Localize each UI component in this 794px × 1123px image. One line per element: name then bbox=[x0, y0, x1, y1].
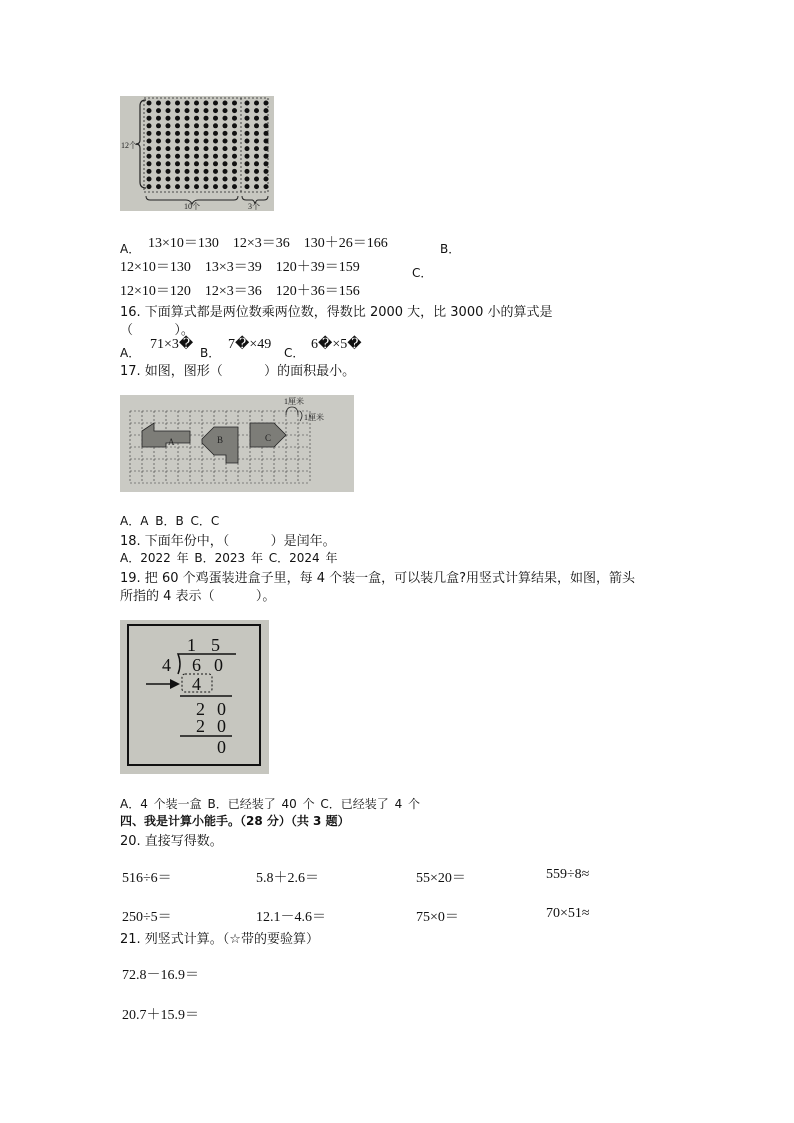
dot bbox=[254, 139, 259, 144]
section4-title: 四、我是计算小能手。（28 分）（共 3 题） bbox=[120, 814, 350, 828]
dot bbox=[254, 161, 259, 166]
dot bbox=[254, 169, 259, 174]
dot bbox=[185, 101, 190, 106]
dot bbox=[232, 146, 237, 151]
dot bbox=[254, 131, 259, 136]
dot bbox=[232, 177, 237, 182]
dot bbox=[223, 131, 228, 136]
q16-option-a-expr: 71×3� bbox=[150, 337, 194, 352]
dot bbox=[156, 139, 161, 144]
long-division-svg bbox=[120, 620, 269, 774]
dot bbox=[223, 116, 228, 121]
dot bbox=[185, 123, 190, 128]
dot bbox=[156, 101, 161, 106]
unit-top-label: 1厘米 bbox=[284, 397, 304, 406]
dot bbox=[223, 184, 228, 189]
dot bbox=[185, 184, 190, 189]
dot bbox=[204, 123, 209, 128]
dot bbox=[223, 161, 228, 166]
dot bbox=[194, 108, 199, 113]
dot bbox=[166, 184, 171, 189]
q20-item-1: 516÷6＝ bbox=[122, 871, 172, 886]
step2-digit-1: 2 bbox=[196, 699, 205, 719]
dot bbox=[245, 184, 250, 189]
dot bbox=[175, 101, 180, 106]
dot bbox=[264, 169, 269, 174]
shape-a-label: A bbox=[168, 437, 175, 447]
dot bbox=[194, 161, 199, 166]
dot bbox=[166, 116, 171, 121]
dot bbox=[156, 177, 161, 182]
dot bbox=[264, 177, 269, 182]
dot bbox=[232, 131, 237, 136]
dot bbox=[194, 146, 199, 151]
dot bbox=[264, 154, 269, 159]
dot bbox=[245, 169, 250, 174]
dot bbox=[185, 154, 190, 159]
quotient-digit-1: 1 bbox=[187, 635, 196, 655]
q16-option-b-expr: 7�×49 bbox=[228, 337, 272, 352]
dot bbox=[204, 169, 209, 174]
q19-stem-line2: 所指的 4 表示（ ）。 bbox=[120, 589, 276, 604]
dot bbox=[166, 146, 171, 151]
dot bbox=[194, 169, 199, 174]
q21-stem: 21. 列竖式计算。（☆带的要验算） bbox=[120, 932, 319, 947]
dot bbox=[264, 116, 269, 121]
divisor: 4 bbox=[162, 655, 171, 675]
q16-option-c-expr: 6�×5� bbox=[311, 337, 362, 352]
q20-item-2: 5.8＋2.6＝ bbox=[256, 871, 319, 886]
dot bbox=[232, 116, 237, 121]
dot bbox=[204, 116, 209, 121]
q17-options: A．A B．B C．C bbox=[120, 514, 220, 528]
q20-stem: 20. 直接写得数。 bbox=[120, 834, 223, 849]
dot bbox=[245, 108, 250, 113]
q17-stem: 17. 如图，图形（ ）的面积最小。 bbox=[120, 364, 356, 379]
q20-item-7: 75×0＝ bbox=[416, 910, 459, 925]
dot bbox=[166, 154, 171, 159]
dot bbox=[245, 161, 250, 166]
dot bbox=[156, 116, 161, 121]
q19-stem-line1: 19. 把 60 个鸡蛋装进盒子里，每 4 个装一盒，可以装几盒?用竖式计算结果，如图，箭头 bbox=[120, 571, 636, 586]
q15-option-c-label: C． bbox=[412, 266, 433, 280]
q20-item-6: 12.1－4.6＝ bbox=[256, 910, 326, 925]
dot bbox=[223, 154, 228, 159]
cols-label-left: 10个 bbox=[184, 202, 200, 211]
dot bbox=[264, 131, 269, 136]
dot bbox=[264, 161, 269, 166]
dot bbox=[254, 101, 259, 106]
dot bbox=[254, 108, 259, 113]
dot bbox=[264, 146, 269, 151]
dot bbox=[175, 116, 180, 121]
dot bbox=[185, 177, 190, 182]
dot bbox=[264, 139, 269, 144]
dot bbox=[213, 123, 218, 128]
dot bbox=[204, 108, 209, 113]
q16-stem-line1: 16. 下面算式都是两位数乘两位数，得数比 2000 大，比 3000 小的算式是 bbox=[120, 305, 553, 320]
dot bbox=[147, 184, 152, 189]
dot bbox=[194, 154, 199, 159]
dot bbox=[213, 161, 218, 166]
dot bbox=[147, 146, 152, 151]
dot bbox=[245, 177, 250, 182]
dot bbox=[264, 108, 269, 113]
q20-item-4: 559÷8≈ bbox=[546, 867, 590, 882]
dot bbox=[232, 184, 237, 189]
dot bbox=[194, 131, 199, 136]
dot bbox=[204, 146, 209, 151]
grid-shapes-figure bbox=[120, 395, 354, 492]
dot bbox=[147, 116, 152, 121]
dot bbox=[147, 154, 152, 159]
q15-option-a-expr: 13×10＝130 12×3＝36 130＋26＝166 bbox=[148, 236, 388, 251]
dot bbox=[166, 177, 171, 182]
q18-options: A．2022 年 B．2023 年 C．2024 年 bbox=[120, 551, 338, 565]
dot bbox=[185, 116, 190, 121]
dot bbox=[223, 123, 228, 128]
dot bbox=[213, 101, 218, 106]
q16-option-a-label: A． bbox=[120, 346, 141, 360]
dot bbox=[204, 184, 209, 189]
dot bbox=[245, 131, 250, 136]
shape-c-label: C bbox=[265, 433, 272, 443]
dot bbox=[264, 101, 269, 106]
dot bbox=[166, 169, 171, 174]
dot bbox=[213, 154, 218, 159]
dot bbox=[213, 169, 218, 174]
dot bbox=[213, 108, 218, 113]
dot bbox=[204, 139, 209, 144]
dot bbox=[213, 116, 218, 121]
dot-array-svg bbox=[120, 96, 274, 211]
step3-digit-1: 2 bbox=[196, 716, 205, 736]
dot bbox=[245, 101, 250, 106]
q21-item-2: 20.7＋15.9＝ bbox=[122, 1008, 199, 1023]
dot bbox=[204, 161, 209, 166]
q15-option-b-label: B． bbox=[440, 242, 461, 256]
dot bbox=[175, 108, 180, 113]
q21-item-1: 72.8－16.9＝ bbox=[122, 968, 199, 983]
dot bbox=[264, 184, 269, 189]
dot bbox=[245, 146, 250, 151]
q15-option-b-expr: 12×10＝130 13×3＝39 120＋39＝159 bbox=[120, 260, 360, 275]
dot bbox=[175, 123, 180, 128]
dot bbox=[213, 146, 218, 151]
dot bbox=[156, 161, 161, 166]
dot bbox=[175, 177, 180, 182]
dot bbox=[194, 123, 199, 128]
dot bbox=[232, 101, 237, 106]
dot bbox=[232, 108, 237, 113]
dot bbox=[213, 139, 218, 144]
dot bbox=[147, 161, 152, 166]
dot bbox=[175, 146, 180, 151]
dot bbox=[147, 123, 152, 128]
dot bbox=[223, 177, 228, 182]
dot bbox=[204, 131, 209, 136]
step3-digit-2: 0 bbox=[217, 716, 226, 736]
q16-option-c-label: C． bbox=[284, 346, 305, 360]
q19-options: A．4 个装一盒 B．已经装了 40 个 C．已经装了 4 个 bbox=[120, 797, 421, 811]
step2-digit-2: 0 bbox=[217, 699, 226, 719]
dot bbox=[254, 116, 259, 121]
dot bbox=[156, 108, 161, 113]
dot-array-figure bbox=[120, 96, 274, 211]
q15-option-c-expr: 12×10＝120 12×3＝36 120＋36＝156 bbox=[120, 284, 360, 299]
dot bbox=[156, 146, 161, 151]
dot bbox=[147, 169, 152, 174]
dividend-digit-2: 0 bbox=[214, 655, 223, 675]
dot bbox=[245, 154, 250, 159]
rows-label: 12个 bbox=[121, 141, 137, 150]
dot bbox=[254, 177, 259, 182]
dot bbox=[166, 131, 171, 136]
q20-item-8: 70×51≈ bbox=[546, 906, 590, 921]
dot bbox=[232, 161, 237, 166]
long-division-figure bbox=[120, 620, 269, 774]
dot bbox=[264, 123, 269, 128]
dot bbox=[147, 139, 152, 144]
q20-item-3: 55×20＝ bbox=[416, 871, 466, 886]
dot bbox=[254, 146, 259, 151]
dot bbox=[156, 154, 161, 159]
unit-side-label: 1厘米 bbox=[304, 413, 324, 422]
dot bbox=[185, 131, 190, 136]
dot bbox=[156, 123, 161, 128]
q20-item-5: 250÷5＝ bbox=[122, 910, 172, 925]
dot bbox=[185, 139, 190, 144]
dot bbox=[166, 123, 171, 128]
q15-option-a-label: A． bbox=[120, 242, 141, 256]
dot bbox=[166, 139, 171, 144]
dot bbox=[175, 154, 180, 159]
dot bbox=[185, 161, 190, 166]
dot bbox=[166, 108, 171, 113]
dot bbox=[232, 123, 237, 128]
shape-b-label: B bbox=[217, 435, 224, 445]
dot bbox=[194, 139, 199, 144]
dot bbox=[194, 177, 199, 182]
q16-option-b-label: B． bbox=[200, 346, 221, 360]
dot bbox=[147, 101, 152, 106]
dot bbox=[185, 108, 190, 113]
dot bbox=[156, 131, 161, 136]
q16-stem-line2: （ ）。 bbox=[120, 323, 194, 338]
dot bbox=[204, 177, 209, 182]
dot bbox=[232, 169, 237, 174]
dot bbox=[213, 184, 218, 189]
dot bbox=[223, 146, 228, 151]
dot bbox=[204, 154, 209, 159]
dot bbox=[213, 131, 218, 136]
dot bbox=[245, 123, 250, 128]
dot bbox=[223, 139, 228, 144]
step1-digit: 4 bbox=[192, 674, 201, 694]
dot bbox=[254, 184, 259, 189]
remainder-digit: 0 bbox=[217, 737, 226, 757]
quotient-digit-2: 5 bbox=[211, 635, 220, 655]
dot bbox=[175, 161, 180, 166]
dot bbox=[175, 184, 180, 189]
dot bbox=[147, 108, 152, 113]
dot bbox=[147, 131, 152, 136]
dot bbox=[166, 101, 171, 106]
dot bbox=[213, 177, 218, 182]
cols-label-right: 3个 bbox=[248, 202, 260, 211]
dot bbox=[156, 184, 161, 189]
dot bbox=[166, 161, 171, 166]
grid-shapes-svg bbox=[120, 395, 354, 492]
dot bbox=[245, 139, 250, 144]
dot bbox=[156, 169, 161, 174]
dot bbox=[254, 154, 259, 159]
dot bbox=[254, 123, 259, 128]
dot bbox=[223, 108, 228, 113]
dot bbox=[223, 169, 228, 174]
dot bbox=[175, 169, 180, 174]
dot bbox=[223, 101, 228, 106]
dot bbox=[194, 184, 199, 189]
dot bbox=[194, 116, 199, 121]
dot bbox=[232, 154, 237, 159]
dividend-digit-1: 6 bbox=[192, 655, 201, 675]
dot bbox=[175, 131, 180, 136]
dot bbox=[147, 177, 152, 182]
dot bbox=[175, 139, 180, 144]
dot bbox=[204, 101, 209, 106]
dot bbox=[194, 101, 199, 106]
dot bbox=[232, 139, 237, 144]
dot bbox=[185, 169, 190, 174]
dot bbox=[185, 146, 190, 151]
q18-stem: 18. 下面年份中，（ ）是闰年。 bbox=[120, 534, 336, 549]
dot bbox=[245, 116, 250, 121]
